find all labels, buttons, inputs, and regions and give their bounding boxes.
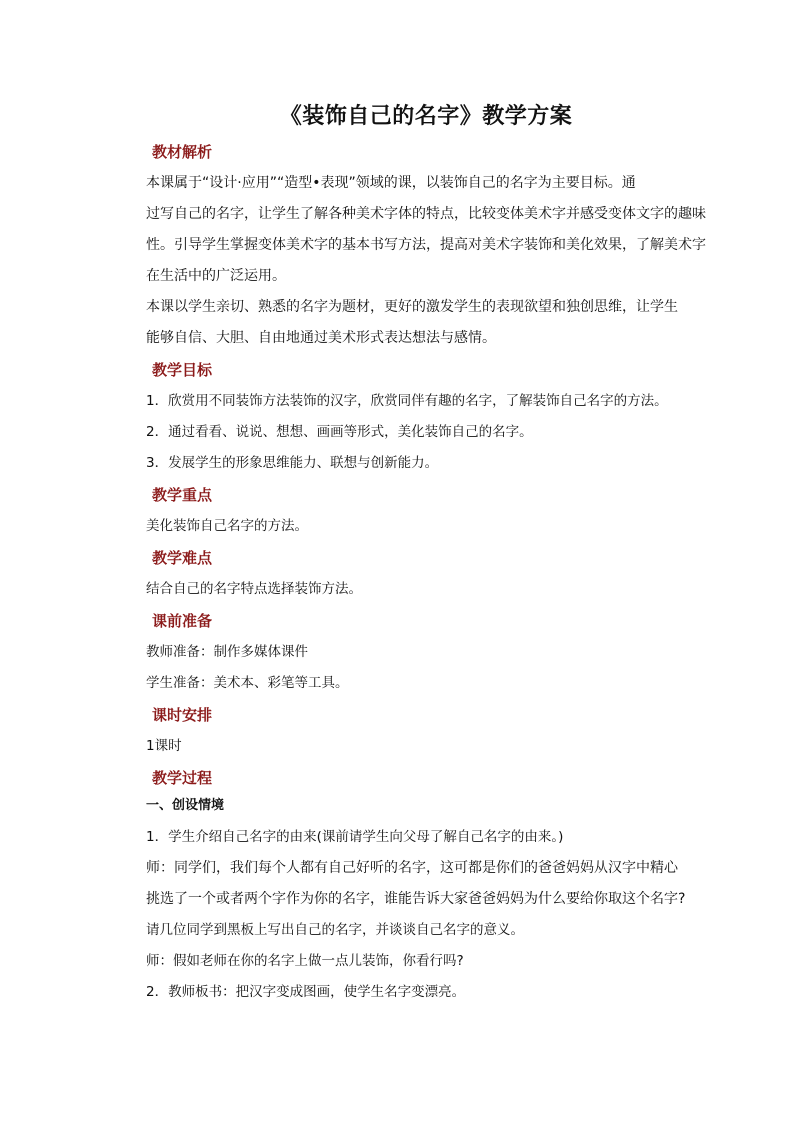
- text-line: 本课以学生亲切、熟悉的名字为题材，更好的激发学生的表现欲望和独创思维，让学生: [146, 299, 678, 315]
- prep-student: 学生准备：美术本、彩笔等工具。: [146, 675, 349, 691]
- goal-item-3: 3．发展学生的形象思维能力、联想与创新能力。: [146, 455, 439, 471]
- text-line: 本课属于“设计·应用”“造型•表现”领域的课，以装饰自己的名字为主要目标。通: [146, 175, 636, 191]
- focus-text: 美化装饰自己名字的方法。: [146, 518, 308, 534]
- text-line: 挑选了一个或者两个字作为你的名字，谁能告诉大家爸爸妈妈为什么要给你取这个名字?: [146, 891, 686, 907]
- text-line: 师：同学们，我们每个人都有自己好听的名字，这可都是你们的爸爸妈妈从汉字中精心: [146, 860, 678, 876]
- section-heading-process: 教学过程: [152, 769, 213, 787]
- process-invite: 请几位同学到黑板上写出自己的名字，并谈谈自己名字的意义。: [146, 922, 524, 938]
- prep-teacher: 教师准备：制作多媒体课件: [146, 644, 308, 660]
- text-line: 在生活中的广泛运用。: [146, 268, 286, 284]
- document-content: [146, 98, 706, 1008]
- analysis-paragraph-1: [146, 168, 706, 292]
- text-line: 性。引导学生掌握变体美术字的基本书写方法，提高对美术字装饰和美化效果，了解美术字: [146, 237, 706, 253]
- section-heading-analysis: 教材解析: [152, 143, 213, 161]
- text-line: 过写自己的名字，让学生了解各种美术字体的特点，比较变体美术字并感受变体文字的趣味: [146, 206, 706, 222]
- section-heading-prep: 课前准备: [152, 612, 213, 630]
- schedule-text: 1课时: [146, 738, 182, 754]
- process-step-1: 1．学生介绍自己名字的由来(课前请学生向父母了解自己名字的由来。): [146, 829, 564, 845]
- goal-item-2: 2．通过看看、说说、想想、画画等形式，美化装饰自己的名字。: [146, 424, 533, 440]
- section-heading-focus: 教学重点: [152, 486, 213, 504]
- process-subheading-1: 一、创设情境: [146, 798, 225, 813]
- section-heading-schedule: 课时安排: [152, 706, 213, 724]
- document-title: 《装饰自己的名字》教学方案: [279, 103, 573, 129]
- section-heading-difficulty: 教学难点: [152, 549, 213, 567]
- text-line: 能够自信、大胆、自由地通过美术形式表达想法与感情。: [146, 330, 496, 346]
- process-teacher-paragraph: [146, 853, 686, 915]
- goal-item-1: 1．欣赏用不同装饰方法装饰的汉字，欣赏同伴有趣的名字，了解装饰自己名字的方法。: [146, 393, 668, 409]
- process-step-2: 2．教师板书：把汉字变成图画，使学生名字变漂亮。: [146, 984, 466, 1000]
- section-heading-goals: 教学目标: [152, 361, 213, 379]
- process-teacher-question: 师：假如老师在你的名字上做一点儿装饰，你看行吗?: [146, 953, 464, 969]
- analysis-paragraph-2: [146, 292, 676, 354]
- difficulty-text: 结合自己的名字特点选择装饰方法。: [146, 581, 362, 597]
